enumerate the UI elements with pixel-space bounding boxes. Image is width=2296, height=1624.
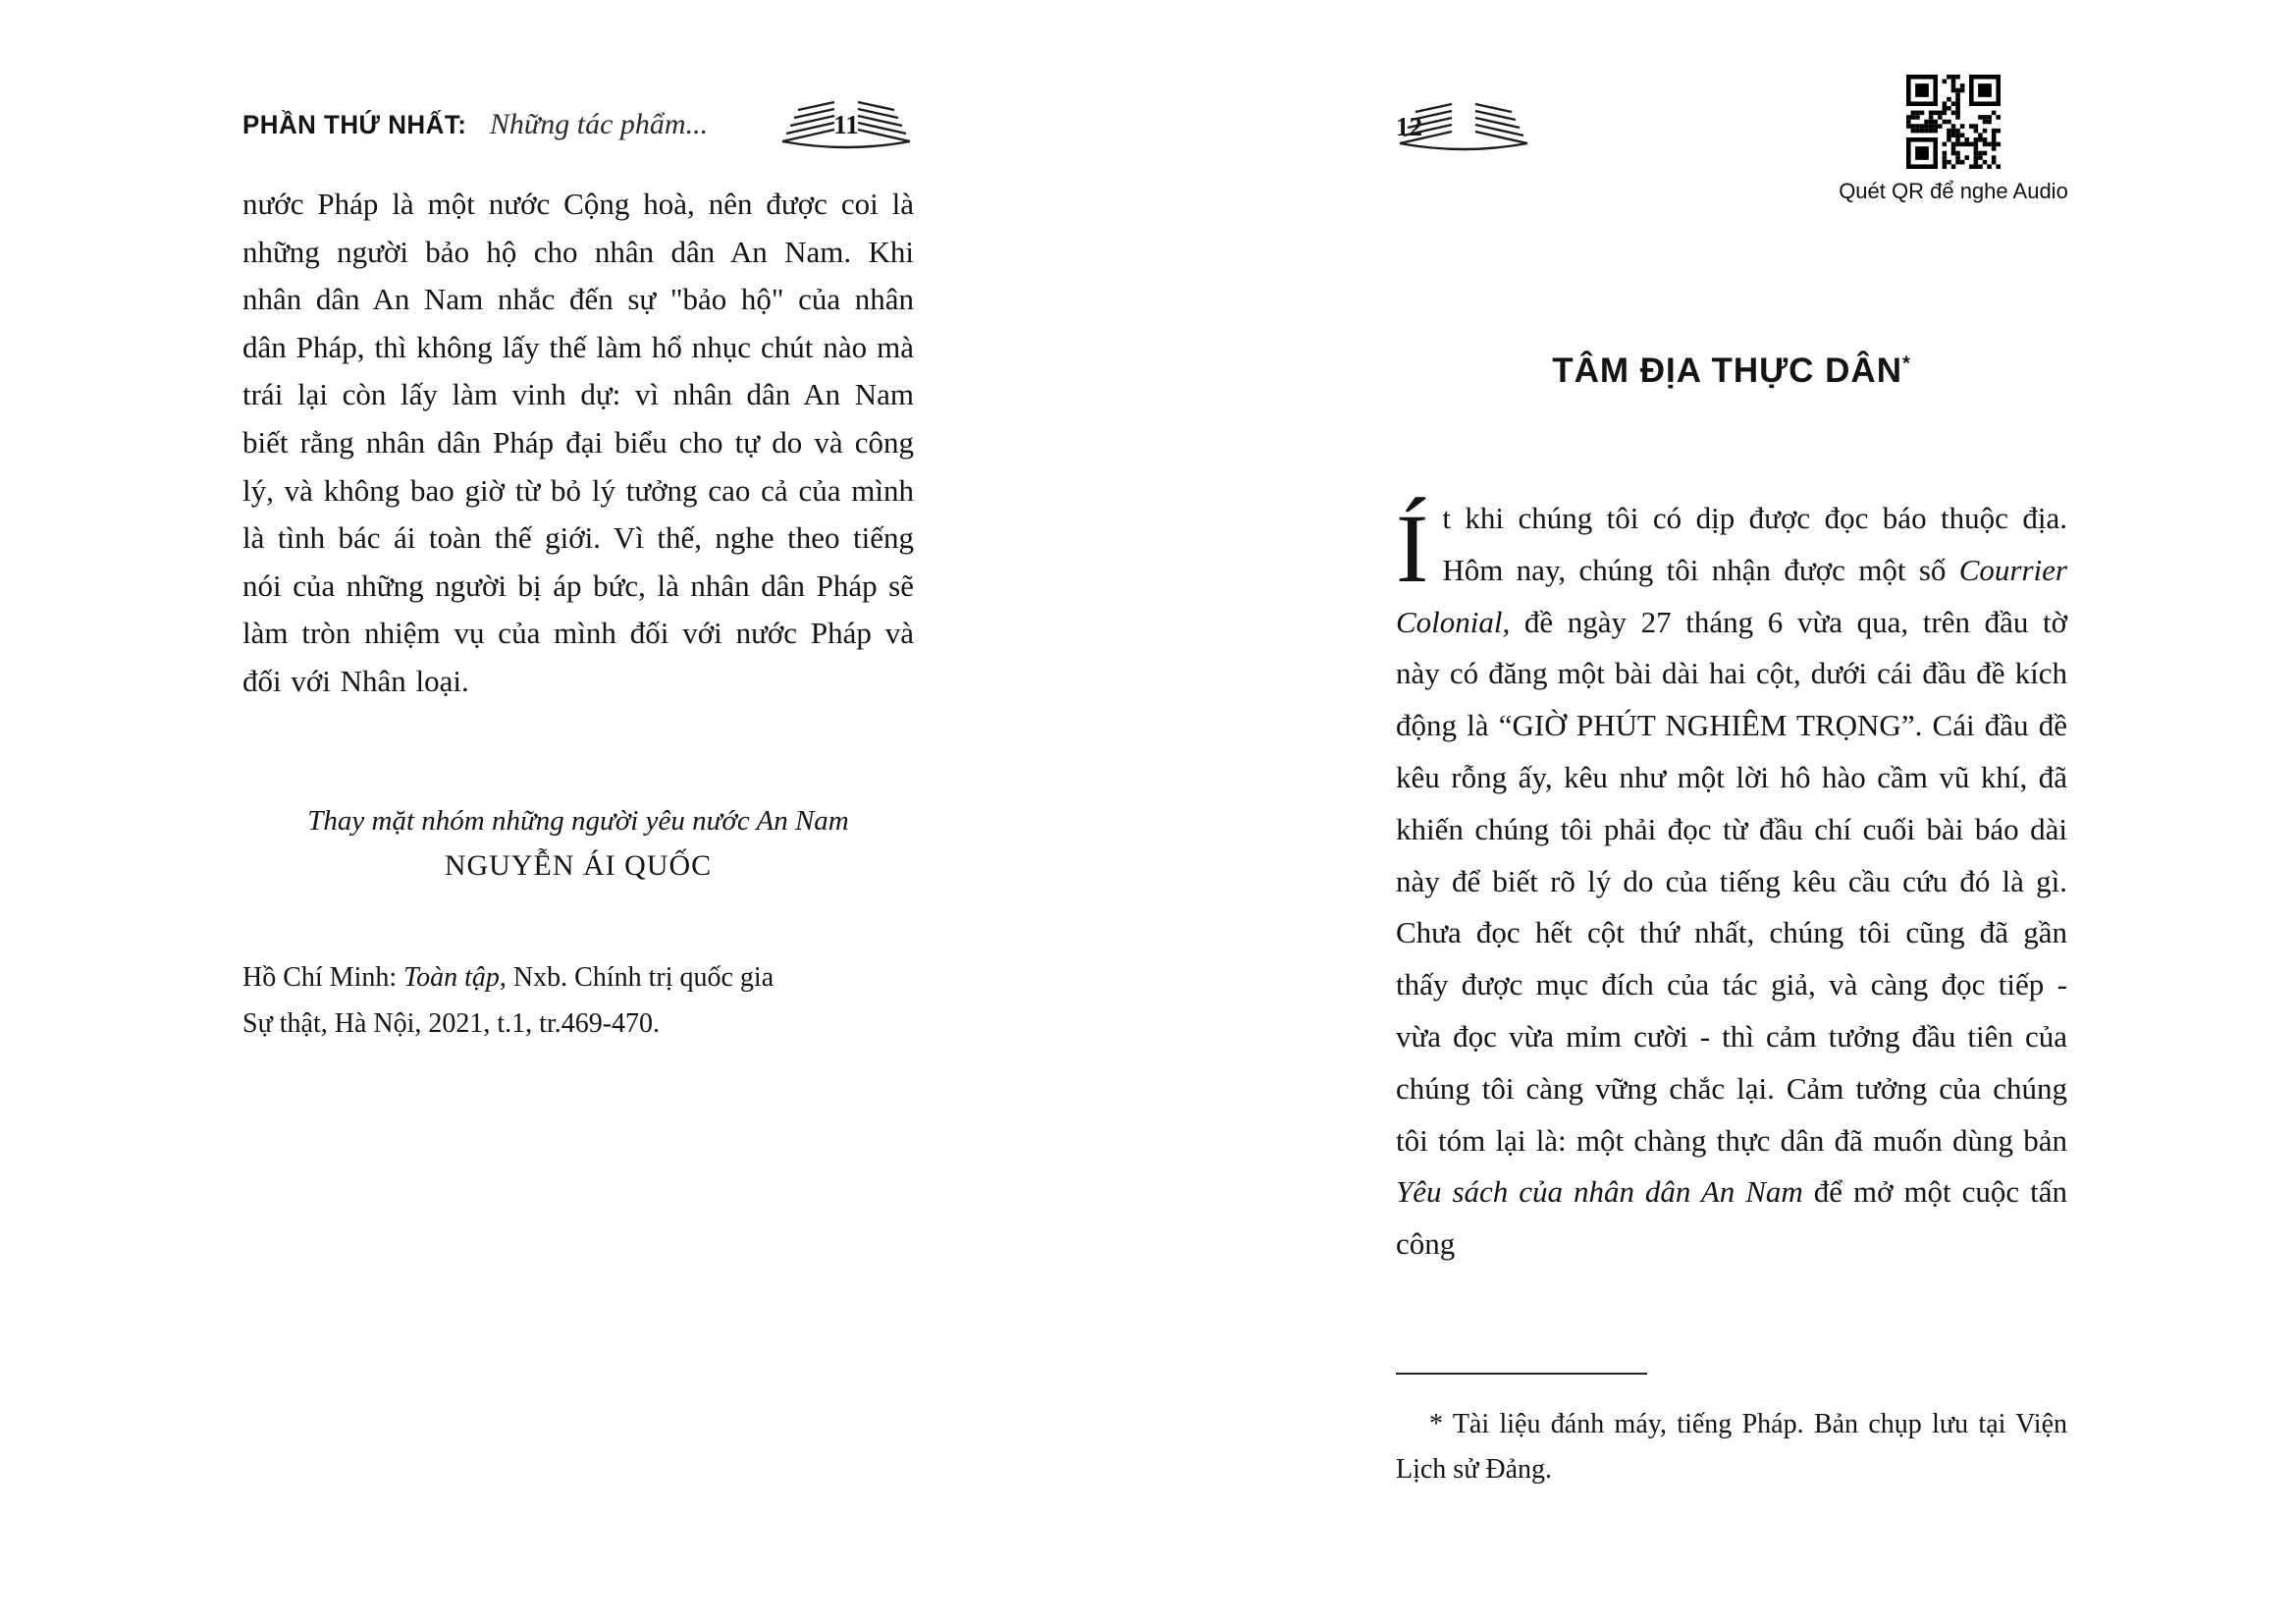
article-title-text: TÂM ĐỊA THỰC DÂN	[1552, 352, 1902, 390]
qr-caption: Quét QR để nghe Audio	[1839, 179, 2068, 203]
article-title	[1396, 352, 2067, 391]
part-title: Những tác phẩm...	[489, 108, 709, 140]
body-seg-5: để mở một cuộc tấn công	[1396, 1174, 2067, 1262]
qr-audio-block	[1832, 75, 2075, 204]
part-label: PHẦN THỨ NHẤT:	[242, 109, 467, 139]
dropcap-letter: Í	[1396, 494, 1429, 603]
citation-suffix: Nxb. Chính trị quốc gia Sự thật, Hà Nội, 2021, t.1, tr.469-470.	[242, 962, 774, 1039]
signature-name: NGUYỄN ÁI QUỐC	[444, 849, 713, 882]
citation-prefix: Hồ Chí Minh:	[242, 962, 404, 993]
qr-code-icon	[1906, 75, 2001, 169]
body-seg-3: đề ngày 27 tháng 6 vừa qua, trên đầu tờ này có đăng một bài dài hai cột, dưới cái đầu đề kích động là “GIỜ PHÚT NGHIÊM TRỌNG”. Cái đầu đề kêu rỗng ấy, kêu như một lời hô hào cầm vũ khí, đã khiến chúng tôi phải đọc từ đầu chí cuối bài báo dài này để biết rõ lý do của tiếng kêu cầu cứu đó là gì. Chưa đọc hết cột thứ nhất, chúng tôi cũng đã gần thấy được mục đích của tác giả, và càng đọc tiếp - vừa đọc vừa mỉm cười - thì cảm tưởng đầu tiên của chúng tôi càng vững chắc lại. Cảm tưởng của chúng tôi tóm lại là: một chàng thực dân đã muốn dùng bản	[1396, 604, 2067, 1158]
right-page-body-text	[1396, 493, 2067, 1271]
source-citation	[242, 954, 792, 1047]
citation-work-title: Toàn tập,	[403, 962, 507, 993]
body-seg-4-italic: Yêu sách của nhân dân An Nam	[1396, 1174, 1803, 1210]
page-number-left: 11	[833, 110, 859, 139]
left-page-header	[242, 96, 914, 153]
left-page-body-text: nước Pháp là một nước Cộng hoà, nên được coi là những người bảo hộ cho nhân dân An Nam. Khi nhân dân An Nam nhắc đến sự "bảo hộ" của nhân dân Pháp, thì không lấy thế làm hổ nhục chút nào mà trái lại còn lấy làm vinh dự: vì nhân dân An Nam biết rằng nhân dân Pháp đại biểu cho tự do và công lý, và không bao giờ từ bỏ lý tưởng cao cả của mình là tình bác ái toàn thế giới. Vì thế, nghe theo tiếng nói của những người bị áp bức, là nhân dân Pháp sẽ làm tròn nhiệm vụ của mình đối với nước Pháp và đối với Nhân loại.	[242, 187, 914, 698]
signature-role: Thay mặt nhóm những người yêu nước An Nam	[307, 805, 849, 837]
book-spread: PHẦN THỨ NHẤT: Những tác phẩm... 11 nước Pháp là một nước Cộng hoà, nên được coi là những người bảo hộ cho nhân dân An Nam. Khi nhân dân An Nam nhắc đến sự "bảo hộ" của nhân dân Pháp, thì không lấy thế làm hổ nhục chút nào mà trái lại còn lấy làm vinh dự: vì nhân dân An Nam biết rằng nhân dân Pháp đại biểu cho tự do và công lý, và không bao giờ từ bỏ lý tưởng cao cả của mình là tình bác ái toàn thế giới. Vì thế, nghe theo tiếng nói của những người bị áp bức, là nhân dân Pháp sẽ làm tròn nhiệm vụ của mình đối với nước Pháp và đối với Nhân loại. Thay mặt nhóm những người yêu nước An Nam NGUYỄN ÁI QUỐC Hồ Chí Minh: Toàn tập, Nxb. Chính trị quốc gia Sự thật, Hà Nội, 2021, t.1, tr.469-470. 12 Quét QR để nghe Audio TÂM ĐỊA THỰC DÂN* Ít khi chúng tôi có dịp được đọc báo thuộc địa. Hôm nay, chúng tôi nhận được một số Courrier Colonial, đề ngày 27 tháng 6 vừa qua, trên đầu tờ này có đăng một bài dài hai cột, dưới cái đầu đề kích động là “GIỜ PHÚT NGHIÊM TRỌNG”. Cái đầu đề kêu rỗng ấy, kêu như một lời hô hào cầm vũ khí, đã khiến chúng tôi phải đọc từ đầu chí cuối bài báo dài này để biết rõ lý do của tiếng kêu cầu cứu đó là gì. Chưa đọc hết cột thứ nhất, chúng tôi cũng đã gần thấy được mục đích của tác giả, và càng đọc tiếp - vừa đọc vừa mỉm cười - thì cảm tưởng đầu tiên của chúng tôi càng vững chắc lại. Cảm tưởng của chúng tôi tóm lại là: một chàng thực dân đã muốn dùng bản Yêu sách của nhân dân An Nam để mở một cuộc tấn công * Tài liệu đánh máy, tiếng Pháp. Bản chụp lưu tại Viện Lịch sử Đảng.	[0, 0, 2296, 1624]
signature-block	[242, 805, 914, 883]
title-footnote-mark: *	[1901, 352, 1911, 375]
footnote-text: * Tài liệu đánh máy, tiếng Pháp. Bản chụp lưu tại Viện Lịch sử Đảng.	[1396, 1409, 2067, 1485]
body-seg-2-italic: Courrier Colonial,	[1396, 552, 2067, 639]
body-seg-1: t khi chúng tôi có dịp được đọc báo thuộc địa. Hôm nay, chúng tôi nhận được một số	[1442, 501, 2067, 587]
footnote-divider	[1396, 1373, 1647, 1375]
open-book-ornament	[778, 96, 914, 153]
